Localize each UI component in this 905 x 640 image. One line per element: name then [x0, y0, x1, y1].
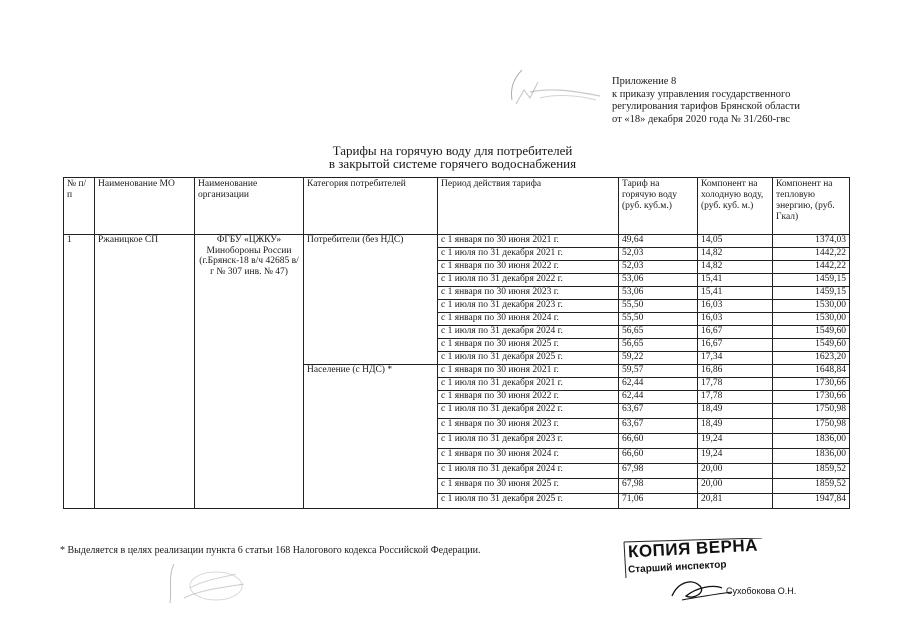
stamp-position: Старший инспектор — [627, 559, 727, 576]
cell-heat-component: 1623,20 — [773, 352, 850, 365]
faded-stamp-mark — [160, 558, 250, 608]
cell-tariff: 59,22 — [619, 352, 698, 365]
cell-tariff: 52,03 — [619, 248, 698, 261]
cell-cold-component: 17,78 — [698, 378, 773, 391]
stamp-copy-certified: КОПИЯ ВЕРНА — [627, 535, 759, 562]
appendix-line-4: от «18» декабря 2020 года № 31/260-гвс — [612, 113, 791, 125]
cell-tariff: 63,67 — [619, 404, 698, 419]
appendix-line-3: регулирования тарифов Брянской области — [612, 101, 800, 112]
cell-tariff: 66,60 — [619, 449, 698, 464]
cell-tariff: 66,60 — [619, 434, 698, 449]
cell-mo: Ржаницкое СП — [95, 235, 195, 509]
cell-tariff: 67,98 — [619, 479, 698, 494]
cell-heat-component: 1549,60 — [773, 339, 850, 352]
appendix-line-2: к приказу управления государственного — [612, 88, 791, 100]
cell-tariff: 67,98 — [619, 464, 698, 479]
header-mo: Наименование МО — [95, 178, 195, 235]
appendix-line-1: Приложение 8 — [612, 76, 677, 87]
cell-heat-component: 1859,52 — [773, 479, 850, 494]
cell-heat-component: 1442,22 — [773, 261, 850, 274]
cell-period: с 1 января по 30 июня 2021 г. — [438, 235, 619, 248]
cell-period: с 1 июля по 31 декабря 2022 г. — [438, 274, 619, 287]
cell-period: с 1 июля по 31 декабря 2024 г. — [438, 464, 619, 479]
cell-tariff: 59,57 — [619, 365, 698, 378]
cell-tariff: 63,67 — [619, 419, 698, 434]
cell-heat-component: 1648,84 — [773, 365, 850, 378]
header-num: № п/п — [64, 178, 95, 235]
tariffs-table — [63, 177, 850, 509]
title-line-1: Тарифы на горячую воду для потребителей — [332, 143, 573, 158]
cell-tariff: 53,06 — [619, 287, 698, 300]
cell-tariff: 62,44 — [619, 391, 698, 404]
cell-heat-component: 1530,00 — [773, 313, 850, 326]
cell-category: Население (с НДС) * — [304, 365, 438, 509]
cell-cold-component: 18,49 — [698, 419, 773, 434]
table-header-row — [64, 178, 850, 235]
header-category: Категория потребителей — [304, 178, 438, 235]
cell-heat-component: 1750,98 — [773, 404, 850, 419]
cell-heat-component: 1459,15 — [773, 274, 850, 287]
cell-cold-component: 19,24 — [698, 434, 773, 449]
cell-heat-component: 1459,15 — [773, 287, 850, 300]
stamp-signatory-name: Сухобокова О.Н. — [726, 586, 797, 596]
cell-heat-component: 1836,00 — [773, 449, 850, 464]
header-period: Период действия тарифа — [438, 178, 619, 235]
table-row — [64, 235, 850, 248]
title-line-2: в закрытой системе горячего водоснабжения — [328, 156, 577, 171]
cell-heat-component: 1374,03 — [773, 235, 850, 248]
cell-cold-component: 16,03 — [698, 313, 773, 326]
cell-cold-component: 16,86 — [698, 365, 773, 378]
cell-tariff: 52,03 — [619, 261, 698, 274]
cell-period: с 1 июля по 31 декабря 2022 г. — [438, 404, 619, 419]
cell-period: с 1 января по 30 июня 2023 г. — [438, 419, 619, 434]
header-tariff: Тариф на горячую воду (руб. куб.м.) — [619, 178, 698, 235]
cell-period: с 1 января по 30 июня 2021 г. — [438, 365, 619, 378]
cell-heat-component: 1836,00 — [773, 434, 850, 449]
cell-period: с 1 января по 30 июня 2022 г. — [438, 261, 619, 274]
cell-period: с 1 июля по 31 декабря 2023 г. — [438, 300, 619, 313]
cell-cold-component: 16,67 — [698, 339, 773, 352]
cell-heat-component: 1442,22 — [773, 248, 850, 261]
cell-tariff: 53,06 — [619, 274, 698, 287]
cell-cold-component: 20,00 — [698, 479, 773, 494]
cell-tariff: 62,44 — [619, 378, 698, 391]
cell-cold-component: 20,00 — [698, 464, 773, 479]
cell-tariff: 56,65 — [619, 339, 698, 352]
copy-certified-stamp — [622, 535, 797, 612]
cell-period: с 1 января по 30 июня 2023 г. — [438, 287, 619, 300]
cell-period: с 1 июля по 31 декабря 2024 г. — [438, 326, 619, 339]
footnote: * Выделяется в целях реализации пункта 6 статьи 168 Налогового кодекса Российской Федерации. — [60, 545, 481, 556]
cell-heat-component: 1530,00 — [773, 300, 850, 313]
cell-tariff: 71,06 — [619, 494, 698, 509]
cell-category: Потребители (без НДС) — [304, 235, 438, 365]
cell-cold-component: 15,41 — [698, 287, 773, 300]
cell-period: с 1 июля по 31 декабря 2021 г. — [438, 248, 619, 261]
cell-cold-component: 18,49 — [698, 404, 773, 419]
cell-period: с 1 января по 30 июня 2025 г. — [438, 339, 619, 352]
cell-heat-component: 1549,60 — [773, 326, 850, 339]
cell-tariff: 49,64 — [619, 235, 698, 248]
header-cold-component: Компонент на холодную воду, (руб. куб. м.) — [698, 178, 773, 235]
cell-organization: ФГБУ «ЦЖКУ» Минобороны России (г.Брянск-18 в/ч 42685 в/г № 307 инв. № 47) — [195, 235, 304, 509]
cell-cold-component: 19,24 — [698, 449, 773, 464]
cell-cold-component: 14,82 — [698, 261, 773, 274]
cell-period: с 1 января по 30 июня 2024 г. — [438, 313, 619, 326]
cell-period: с 1 января по 30 июня 2024 г. — [438, 449, 619, 464]
appendix-header — [612, 76, 800, 126]
cell-period: с 1 июля по 31 декабря 2025 г. — [438, 352, 619, 365]
cell-heat-component: 1859,52 — [773, 464, 850, 479]
cell-period: с 1 июля по 31 декабря 2025 г. — [438, 494, 619, 509]
document-title — [0, 144, 905, 170]
cell-cold-component: 16,67 — [698, 326, 773, 339]
cell-cold-component: 15,41 — [698, 274, 773, 287]
header-heat-component: Компонент на тепловую энергию, (руб. Гкал) — [773, 178, 850, 235]
cell-heat-component: 1730,66 — [773, 378, 850, 391]
approval-stamp-mark — [500, 60, 610, 110]
cell-period: с 1 июля по 31 декабря 2021 г. — [438, 378, 619, 391]
cell-cold-component: 17,78 — [698, 391, 773, 404]
cell-heat-component: 1947,84 — [773, 494, 850, 509]
cell-num: 1 — [64, 235, 95, 509]
cell-cold-component: 16,03 — [698, 300, 773, 313]
cell-heat-component: 1750,98 — [773, 419, 850, 434]
cell-heat-component: 1730,66 — [773, 391, 850, 404]
cell-cold-component: 20,81 — [698, 494, 773, 509]
cell-tariff: 55,50 — [619, 313, 698, 326]
cell-period: с 1 января по 30 июня 2025 г. — [438, 479, 619, 494]
cell-period: с 1 января по 30 июня 2022 г. — [438, 391, 619, 404]
cell-tariff: 56,65 — [619, 326, 698, 339]
cell-cold-component: 14,05 — [698, 235, 773, 248]
header-org: Наименование организации — [195, 178, 304, 235]
cell-cold-component: 17,34 — [698, 352, 773, 365]
cell-period: с 1 июля по 31 декабря 2023 г. — [438, 434, 619, 449]
cell-tariff: 55,50 — [619, 300, 698, 313]
cell-cold-component: 14,82 — [698, 248, 773, 261]
